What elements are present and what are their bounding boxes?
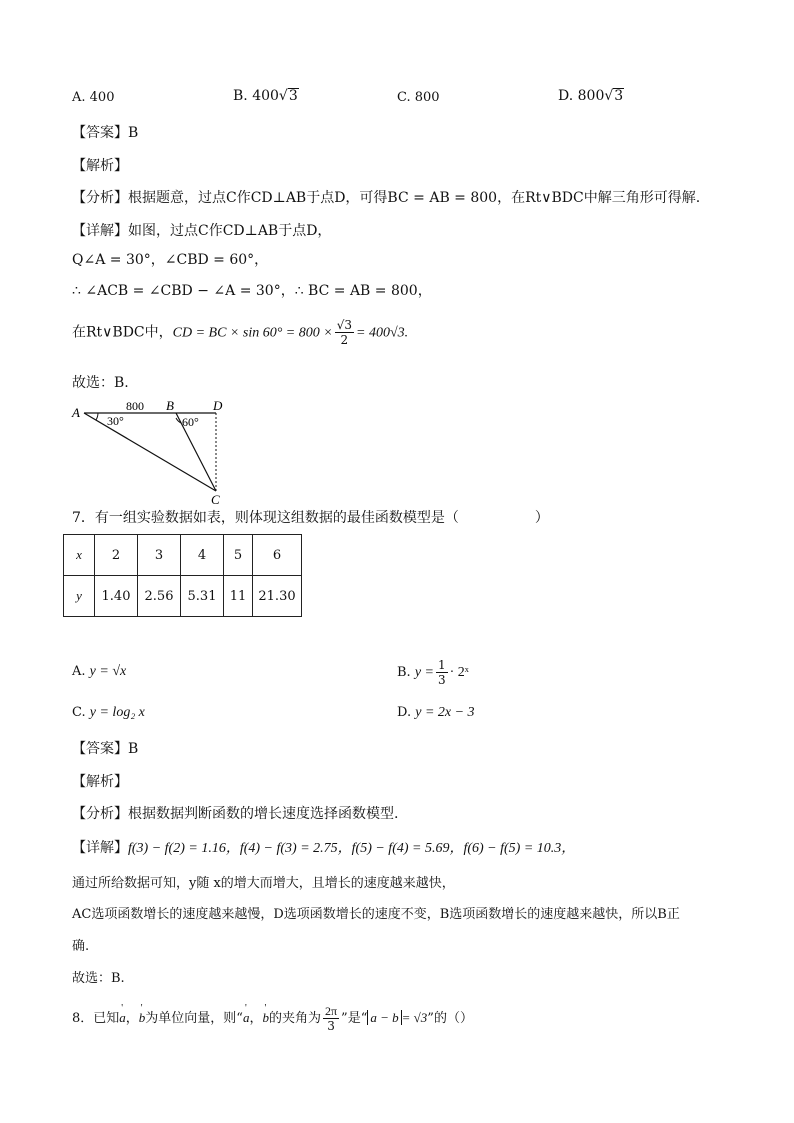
q7-choice: 故选：B. bbox=[72, 971, 125, 986]
q7-option-d: D. y = 2x − 3 bbox=[397, 705, 475, 720]
table-cell: 2 bbox=[95, 535, 138, 576]
angle-a-arc bbox=[96, 413, 98, 420]
table-cell: 2.56 bbox=[138, 576, 181, 617]
q6-detail: 【详解】如图，过点C作CD⊥AB于点D， bbox=[72, 223, 332, 239]
q6-analysis-label: 【解析】 bbox=[72, 158, 128, 174]
q7-stem: 7．有一组实验数据如表，则体现这组数据的最佳函数模型是（ ） bbox=[72, 510, 549, 526]
label-angle-b: 60° bbox=[182, 415, 199, 429]
q7-fenxi: 【分析】根据数据判断函数的增长速度选择函数模型. bbox=[72, 806, 399, 822]
q6-answer: 【答案】B bbox=[72, 125, 139, 141]
q6-line-1: Q∠A = 30°，∠CBD = 60°， bbox=[72, 252, 269, 268]
table-header-x: x bbox=[64, 535, 95, 576]
q6-fenxi: 【分析】根据题意，过点C作CD⊥AB于点D，可得BC = AB = 800，在Rt∨BDC中解三角形可得解. bbox=[72, 190, 701, 206]
label-length: 800 bbox=[126, 399, 144, 413]
option-a: A. 400 bbox=[72, 90, 115, 105]
label-c: C bbox=[211, 492, 220, 506]
label-angle-a: 30° bbox=[107, 414, 124, 428]
table-cell: 21.30 bbox=[253, 576, 302, 617]
table-row-y bbox=[64, 576, 302, 617]
q6-choice: 故选：B. bbox=[72, 375, 129, 391]
table-cell: 6 bbox=[253, 535, 302, 576]
q7-line-2: AC选项函数增长的速度越来越慢，D选项函数增长的速度不变，B选项函数增长的速度越来越快，所以B正 bbox=[72, 907, 680, 922]
label-b: B bbox=[166, 398, 174, 413]
q6-line-2: ∴ ∠ACB = ∠CBD − ∠A = 30°，∴ BC = AB = 800， bbox=[72, 283, 432, 299]
q7-option-c: C. y = log₂ x bbox=[72, 705, 145, 720]
option-d: D. 800√3 bbox=[558, 88, 624, 104]
table-cell: 11 bbox=[224, 576, 253, 617]
q7-analysis-label: 【解析】 bbox=[72, 774, 128, 790]
table-header-y: y bbox=[64, 576, 95, 617]
table-cell: 4 bbox=[181, 535, 224, 576]
table-row-x bbox=[64, 535, 302, 576]
q7-answer: 【答案】B bbox=[72, 741, 139, 757]
label-d: D bbox=[213, 398, 223, 413]
option-c: C. 800 bbox=[397, 90, 440, 105]
data-table bbox=[63, 534, 302, 617]
q7-option-b: B. y = $\frac{1}{3}$ · 2ˣ bbox=[397, 658, 469, 687]
option-b: B. 400√3 bbox=[233, 88, 298, 104]
triangle-figure bbox=[68, 396, 238, 506]
label-a: A bbox=[72, 405, 80, 420]
q7-detail: 【详解】f(3) − f(2) = 1.16，f(4) − f(3) = 2.75，f(5) − f(4) = 5.69，f(6) − f(5) = 10.3， bbox=[72, 840, 576, 856]
table-cell: 5 bbox=[224, 535, 253, 576]
q7-option-a: A. y = √x bbox=[72, 664, 127, 679]
table-cell: 1.40 bbox=[95, 576, 138, 617]
q6-line-3: 在Rt∨BDC中，CD = BC × sin 60° = 800 × $\frac{√3}{2}$ = 400√3. bbox=[72, 318, 409, 347]
table-cell: 5.31 bbox=[181, 576, 224, 617]
q8-stem: 8．已知' a，' b为单位向量，则“' a，' b的夹角为 $\frac{2\pi}{3}$ ”是“ a − b = √3”的（） bbox=[72, 1004, 473, 1033]
table-cell: 3 bbox=[138, 535, 181, 576]
q7-line-1: 通过所给数据可知，y随 x的增大而增大，且增长的速度越来越快， bbox=[72, 876, 455, 891]
q7-line-3: 确. bbox=[72, 939, 90, 954]
